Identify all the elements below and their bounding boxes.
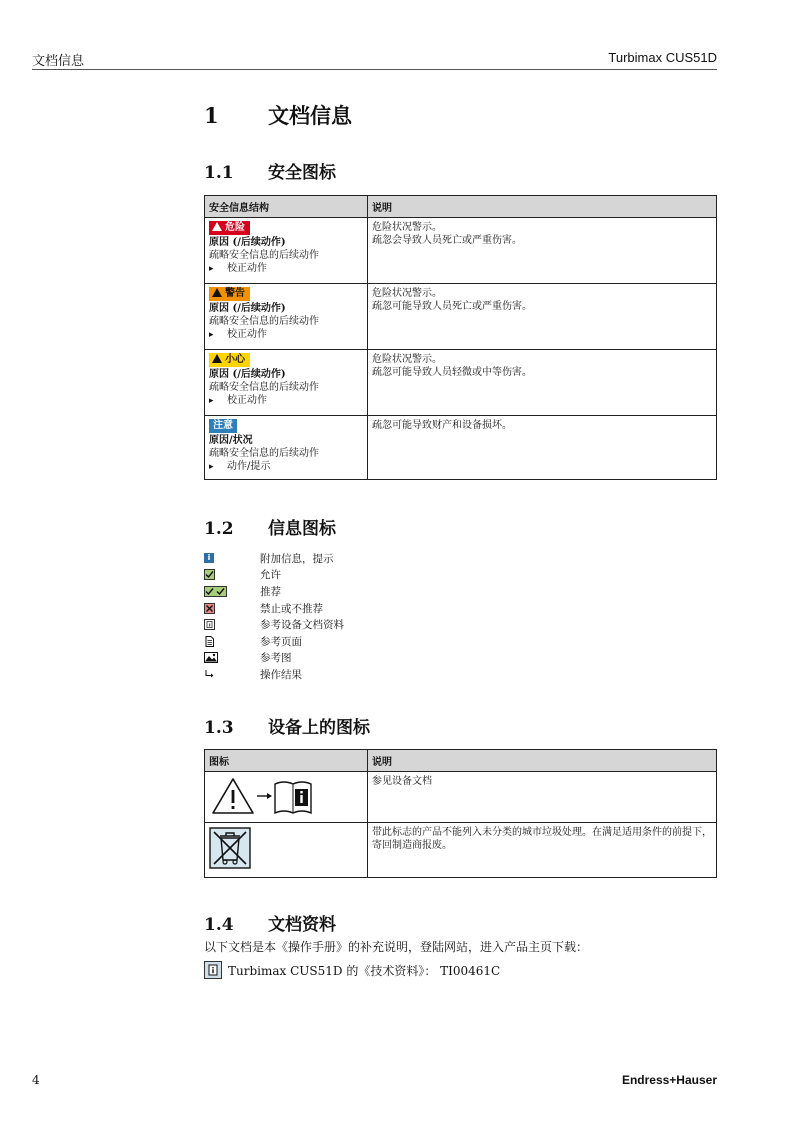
table-row [205, 823, 717, 878]
result-arrow-icon [204, 669, 215, 680]
info-icon: i [204, 553, 214, 563]
danger-badge: 危险 [209, 221, 250, 235]
weee-bin-icon [209, 827, 251, 869]
chapter-title: 文档信息 [268, 103, 352, 128]
consequence-text: 疏略安全信息的后续动作 [209, 316, 319, 327]
header-rule [32, 69, 717, 70]
device-document-icon [204, 619, 215, 630]
description-text: 疏忽可能导致财产和设备损坏。 [372, 420, 512, 431]
page-icon [204, 636, 215, 647]
warning-triangle-icon [212, 354, 222, 363]
consequence-text: 疏略安全信息的后续动作 [209, 382, 319, 393]
table-header: 说明 [368, 196, 717, 218]
action-text: ▸ 校正动作 [209, 394, 363, 408]
section-title: 安全图标 [268, 163, 336, 183]
table-header: 说明 [368, 750, 717, 772]
table-row [205, 416, 717, 480]
cause-text: 原因 (/后续动作) [209, 237, 286, 248]
cause-text: 原因 (/后续动作) [209, 369, 286, 380]
table-row [205, 284, 717, 350]
list-item [204, 616, 344, 633]
intro-paragraph: 以下文档是本《操作手册》的补充说明，登陆网站，进入产品主页下载： [204, 940, 589, 954]
device-symbols-table [204, 749, 717, 878]
list-item [204, 650, 344, 667]
list-item-label: 参考图 [260, 652, 292, 665]
section-title: 文档资料 [268, 915, 336, 935]
description-text: 带此标志的产品不能列入未分类的城市垃圾处理。在满足适用条件的前提下，寄回制造商报废。 [368, 823, 717, 878]
document-reference [204, 961, 500, 979]
list-item [204, 600, 344, 617]
action-text: ▸ 校正动作 [209, 262, 363, 276]
forbidden-icon [204, 603, 215, 614]
description-text: 危险状况警示。 [372, 288, 442, 299]
description-text: 危险状况警示。 [372, 354, 442, 365]
list-item [204, 567, 344, 584]
section-heading-1-2 [204, 514, 336, 539]
list-item-label: 推荐 [260, 585, 281, 598]
chapter-number: 1 [204, 103, 219, 128]
consequence-text: 疏略安全信息的后续动作 [209, 448, 319, 459]
table-row [205, 772, 717, 823]
double-check-icon [204, 586, 227, 597]
action-text: ▸ 校正动作 [209, 328, 363, 342]
section-heading-1-3 [204, 713, 370, 738]
list-item [204, 633, 344, 650]
document-reference-text: Turbimax CUS51D 的《技术资料》： TI00461C [228, 963, 501, 978]
description-text: 疏忽会导致人员死亡或严重伤害。 [372, 235, 522, 246]
warning-manual-icon [209, 776, 319, 816]
list-item-label: 附加信息，提示 [260, 552, 334, 565]
description-text: 疏忽可能导致人员死亡或严重伤害。 [372, 301, 532, 312]
cause-text: 原因/状况 [209, 435, 253, 446]
list-item [204, 666, 344, 683]
page-number: 4 [32, 1073, 40, 1087]
table-row [205, 350, 717, 416]
list-item-label: 参考页面 [260, 635, 302, 648]
section-number: 1.4 [204, 915, 234, 935]
info-symbol-list [204, 550, 344, 683]
list-item-label: 允许 [260, 569, 281, 582]
consequence-text: 疏略安全信息的后续动作 [209, 250, 319, 261]
device-document-icon [204, 961, 222, 979]
description-text: 参见设备文档 [368, 772, 717, 823]
warning-triangle-icon [212, 222, 222, 231]
action-text: ▸ 动作/提示 [209, 460, 363, 474]
section-heading-1-4 [204, 910, 336, 935]
section-number: 1.2 [204, 519, 234, 539]
section-heading-1-1 [204, 158, 336, 183]
list-item-label: 操作结果 [260, 668, 302, 681]
description-text: 疏忽可能导致人员轻微或中等伤害。 [372, 367, 532, 378]
list-item [204, 550, 344, 567]
table-header: 图标 [205, 750, 368, 772]
description-text: 危险状况警示。 [372, 222, 442, 233]
chapter-heading [204, 100, 352, 130]
running-header-left: 文档信息 [32, 54, 85, 69]
table-row [205, 218, 717, 284]
caution-badge: 小心 [209, 353, 250, 367]
brand-name: Endress+Hauser [621, 1073, 717, 1087]
safety-symbols-table [204, 195, 717, 480]
check-icon [204, 569, 215, 580]
cause-text: 原因 (/后续动作) [209, 303, 286, 314]
notice-badge: 注意 [209, 419, 237, 433]
list-item [204, 583, 344, 600]
list-item-label: 禁止或不推荐 [260, 602, 323, 615]
warning-triangle-icon [212, 288, 222, 297]
warning-badge: 警告 [209, 287, 250, 301]
section-title: 设备上的图标 [268, 718, 370, 738]
figure-icon [204, 652, 218, 663]
section-title: 信息图标 [268, 519, 336, 539]
section-number: 1.3 [204, 718, 234, 738]
list-item-label: 参考设备文档资料 [260, 619, 344, 632]
running-header-right: Turbimax CUS51D [608, 50, 717, 65]
table-header: 安全信息结构 [205, 196, 368, 218]
section-number: 1.1 [204, 163, 234, 183]
